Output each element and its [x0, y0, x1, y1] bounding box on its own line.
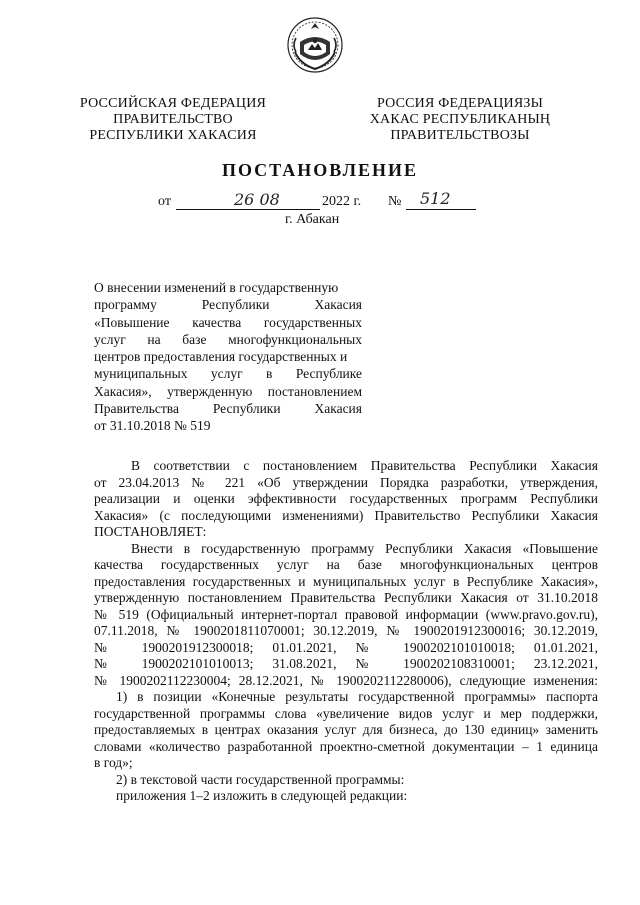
- subject-line: центров предоставления государственных и: [94, 349, 348, 365]
- subject-line: от 31.10.2018 № 519: [94, 418, 211, 434]
- body-line: 07.11.2018, № 1900201811070001; 30.12.2019, № 1900201912300016; 30.12.2019,: [94, 623, 598, 638]
- body-line: приложения 1–2 изложить в следующей редакции:: [116, 788, 408, 803]
- body-line: 2) в текстовой части государственной программы:: [116, 771, 405, 787]
- header-right-line: ХАКАС РЕСПУБЛИКАНЫҢ: [369, 112, 551, 127]
- subject-line: О внесении изменений в государственную: [94, 280, 339, 295]
- date-number-line: [158, 189, 488, 214]
- body-line: № 519 (Официальный интернет-портал правовой информации (www.pravo.gov.ru),: [94, 606, 598, 622]
- body-line: № 1900202101010013; 31.08.2021, № 1900202108310001; 23.12.2021,: [94, 656, 598, 671]
- date-underline: [176, 209, 320, 210]
- year-text: 2022 г.: [322, 194, 362, 209]
- header-left-russian: [78, 96, 268, 144]
- header-right-khakas: [360, 96, 560, 144]
- body-line: № 1900201912300018; 01.01.2021, № 1900202101010018; 01.01.2021,: [94, 639, 598, 655]
- body-line: В соответствии с постановлением Правительства Республики Хакасия: [131, 458, 598, 473]
- body-line: реализации и оценки эффективности государственных программ Республики: [94, 491, 598, 506]
- number-handwritten: 512: [420, 189, 451, 208]
- subject-line: Правительства Республики Хакасия: [94, 401, 362, 417]
- header-left-line: РЕСПУБЛИКИ ХАКАСИЯ: [89, 128, 257, 143]
- document-body: [94, 458, 598, 805]
- date-prefix: от: [158, 194, 171, 209]
- body-line: от 23.04.2013 № 221 «Об утверждении Порядка разработки, утверждения,: [94, 474, 598, 490]
- body-line: ПОСТАНОВЛЯЕТ:: [94, 524, 207, 539]
- subject-line: Хакасия», утвержденную постановлением: [94, 383, 362, 399]
- city-name: г. Абакан: [285, 212, 340, 227]
- subject-line: «Повышение качества государственных: [94, 314, 362, 330]
- header-left-line: ПРАВИТЕЛЬСТВО: [113, 112, 233, 127]
- coat-of-arms-emblem: [286, 14, 344, 74]
- body-line: в год»;: [94, 755, 133, 770]
- number-sign: №: [388, 194, 402, 209]
- body-line: Внести в государственную программу Республики Хакасия «Повышение: [131, 540, 598, 556]
- body-line: утвержденную постановлением Правительства Республики Хакасия от 31.10.2018: [94, 590, 598, 605]
- body-line: качества государственных услуг на базе многофункциональных центров: [94, 557, 598, 572]
- document-title: ПОСТАНОВЛЕНИЕ: [221, 160, 419, 180]
- date-handwritten: 26 08: [234, 190, 280, 209]
- subject-line: услуг на базе многофункциональных: [94, 331, 362, 347]
- subject-block: [94, 279, 362, 435]
- body-line: 1) в позиции «Конечные результаты государственной программы» паспорта: [116, 689, 598, 704]
- body-line: государственной программы слова «увеличение видов услуг и мер поддержки,: [94, 705, 598, 721]
- body-line: № 1900202112230004; 28.12.2021, № 1900202112280006), следующие изменения:: [94, 672, 598, 688]
- body-line: предоставляемых в центрах оказания услуг для бизнеса, до 130 единиц» заменить: [94, 722, 598, 737]
- body-line: словами «количество разработанной проектно-сметной документации – 1 единица: [94, 738, 598, 754]
- body-line: предоставления государственных и муниципальных услуг в Республике Хакасия»,: [94, 573, 598, 589]
- subject-line: программу Республики Хакасия: [94, 297, 362, 313]
- number-underline: [406, 209, 476, 210]
- header-left-line: РОССИЙСКАЯ ФЕДЕРАЦИЯ: [79, 96, 267, 111]
- header-right-line: РОССИЯ ФЕДЕРАЦИЯЗЫ: [376, 96, 544, 111]
- header-right-line: ПРАВИТЕЛЬСТВОЗЫ: [390, 128, 530, 143]
- body-line: Хакасия» (с последующими изменениями) Правительство Республики Хакасия: [94, 507, 598, 523]
- subject-line: муниципальных услуг в Республике: [94, 366, 362, 382]
